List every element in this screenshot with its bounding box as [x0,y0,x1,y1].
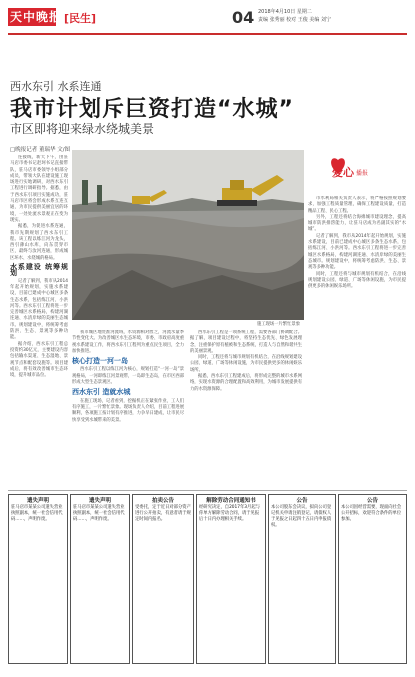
ad-body: 受委托，定于近日对部分资产进行公开拍卖，有意者请于规定时间内报名。 [135,505,191,522]
seal-title: 爱心 [332,166,354,179]
classified-ad [268,494,336,664]
paragraph: 另外，工程还将结合海绵城市建设理念，提高城市防洪排涝能力，让驻马店成为名副其实的“水城”。 [308,214,406,233]
ad-title: 拍卖公告 [151,498,174,504]
section-tag: [民生] [64,12,97,25]
paragraph: 据介绍，西水东引工程总投资约30亿元，主要建设内容包括输水渠道、生态湿地、景观节点和配套设施等。项目建成后，将有效改善城市生态环境，提升城市品位。 [10,341,68,379]
ad-body: 经研究决定，自2017年3月起与你单方解除劳动合同，请于见报后十日内办理相关手续。 [199,505,260,522]
paragraph: 西水东引工程是一项系统工程，需要各部门协调配合。据了解，项目建设过程中，将坚持生态优先、绿色发展理念，注重保护原有植被和生态系统，打造人与自然和谐共生的美丽景观。 [190,330,302,354]
paragraph: 在施工现场，记者看到，挖掘机正在紧张作业，工人们有序施工，一片繁忙景象。现场负责人介绍，目前工程进展顺利，各项施工按计划有序推进，力争早日建成，让市民尽快享受到水城带来的美景。 [72,398,184,423]
seal-subtitle: 播报 [356,170,369,177]
newspaper-logo: 天中晚报 [10,10,63,24]
headline-kicker: 西水东引 水系连通 [10,80,102,93]
issue-date: 2018年4月10日 星期二 [258,9,312,15]
paragraph: 记者了解到，我市从2014年起开始规划，实施水系建设，目前已建成中心城区多条生态水系，包括练江河、小洪河等。西水东引工程将进一步完善城区水系格局，构建河湖连通、水清岸绿的美丽生态城市。规划建设中，将统筹考虑防洪、生态、景观等多种功能。 [10,278,68,341]
masthead-rule [8,33,407,35]
subsection-title: 水系建设 统筹规划 [10,263,68,278]
paragraph: 据悉，西水东引工程建成后，将形成完整的城市水系网络，实现水资源的合理配置和高效利用，为城市发展提供有力的水资源保障。 [190,374,302,392]
article-column-2 [72,330,184,480]
classified-ad [196,494,266,664]
ad-title: 公告 [366,498,378,504]
paragraph: 我市城区地处淮河流域，水资源相对匮乏，河流水量季节性变化大。为改善城区水生态环境，市委、市政府高度重视水系建设工作，将西水东引工程列为重点民生项目，全力加快推进。 [72,330,184,354]
editor-credits: 责编 张秀丽 校对 王俊 美编 刘宁 [258,17,331,23]
ad-title: 公告 [296,498,308,504]
ad-title: 解除劳动合同通知书 [206,498,256,504]
paragraph: 同时，工程还将与城市规划有机结合，在沿线规划建设公园、绿道、广场等休闲设施，为市民提供更多的休闲娱乐场所。 [190,355,302,373]
paragraph: 连接线，新天下午，由驻马店市委书记赵珂书记直接带队，驻马店市委领导小组部分成员，带领大队在建设施工现场进行实地调研，对西水东引工程进行调研指导。据悉，由于西水东引项目实施成功，驻马店市区将会形成水系互连互通，为市民提供美丽宜居的环境，一处处流水景观正在变为现实。 [10,155,68,223]
construction-photo [72,150,304,320]
paragraph: 西水东引工程以练江河为核心，规划打造“一河一岛”景观格局，一河即练江河景观带，一岛即生态岛，在市区西部形成大型生态景观区。 [72,367,184,386]
article-column-1 [10,155,68,485]
ad-body: 驻马店市某某公司遗失营业执照副本，统一社会信用代码……，声明作废。 [73,505,125,522]
paragraph: 记者了解到，我市从2014年起开始规划，实施水系建设，目前已建成中心城区多条生态水系，包括练江河、小洪河等。西水东引工程将进一步完善城区水系格局，构建河湖连通、水清岸绿的美丽生态城市。规划建设中，将统筹考虑防洪、生态、景观等多种功能。 [308,233,406,271]
classified-ad [338,494,407,664]
headline-subtitle: 市区即将迎来绿水绕城美景 [10,122,155,136]
ad-body: 本公司因经营需要，现面向社会公开招标，欢迎符合条件的单位参加。 [341,505,402,522]
photo-caption: 施工现场一片繁忙景象 [257,322,300,327]
classified-ad [70,494,130,664]
ad-body: 本公司股东会决议，拟向公司登记机关申请注销登记，请债权人于见报之日起四十五日内申报债权。 [271,505,332,528]
construction-photo-image [72,150,304,320]
article-column-4 [308,196,406,486]
paragraph: 市水利局相关负责人表示，将严格按照规划要求，加强工程质量管理，确保工程建设质量，打造精品工程、民心工程。 [308,196,406,214]
paragraph: 同时，工程还将与城市规划有机结合，在沿线规划建设公园、绿道、广场等休闲设施，为市民提供更多的休闲娱乐场所。 [308,271,406,290]
byline: □晚报记者 董瑞华 文/图 [10,147,71,153]
classified-ad [132,494,194,664]
ads-divider [8,490,407,491]
subsection-title: 西水东引 造就水城 [72,388,131,397]
ad-title: 遗失声明 [26,498,49,504]
article-column-3 [190,330,302,480]
paragraph: 据悉，为促进水系连通，我市先期规划了西水东引工程。该工程以练江河为龙头，西引薄山水库，向东贯穿市区，最终与汝河连通，形成城区环水、水绕城的格局。 [10,224,68,261]
subsection-title: 核心打造一河一岛 [72,357,128,366]
classified-ad [8,494,68,664]
headline-title: 我市计划斥巨资打造“水城” [10,97,294,122]
ad-body: 驻马店市某某公司遗失营业执照副本，统一社会信用代码……，声明作废。 [11,505,63,522]
ad-title: 遗失声明 [88,498,111,504]
page-number: 04 [232,8,255,27]
